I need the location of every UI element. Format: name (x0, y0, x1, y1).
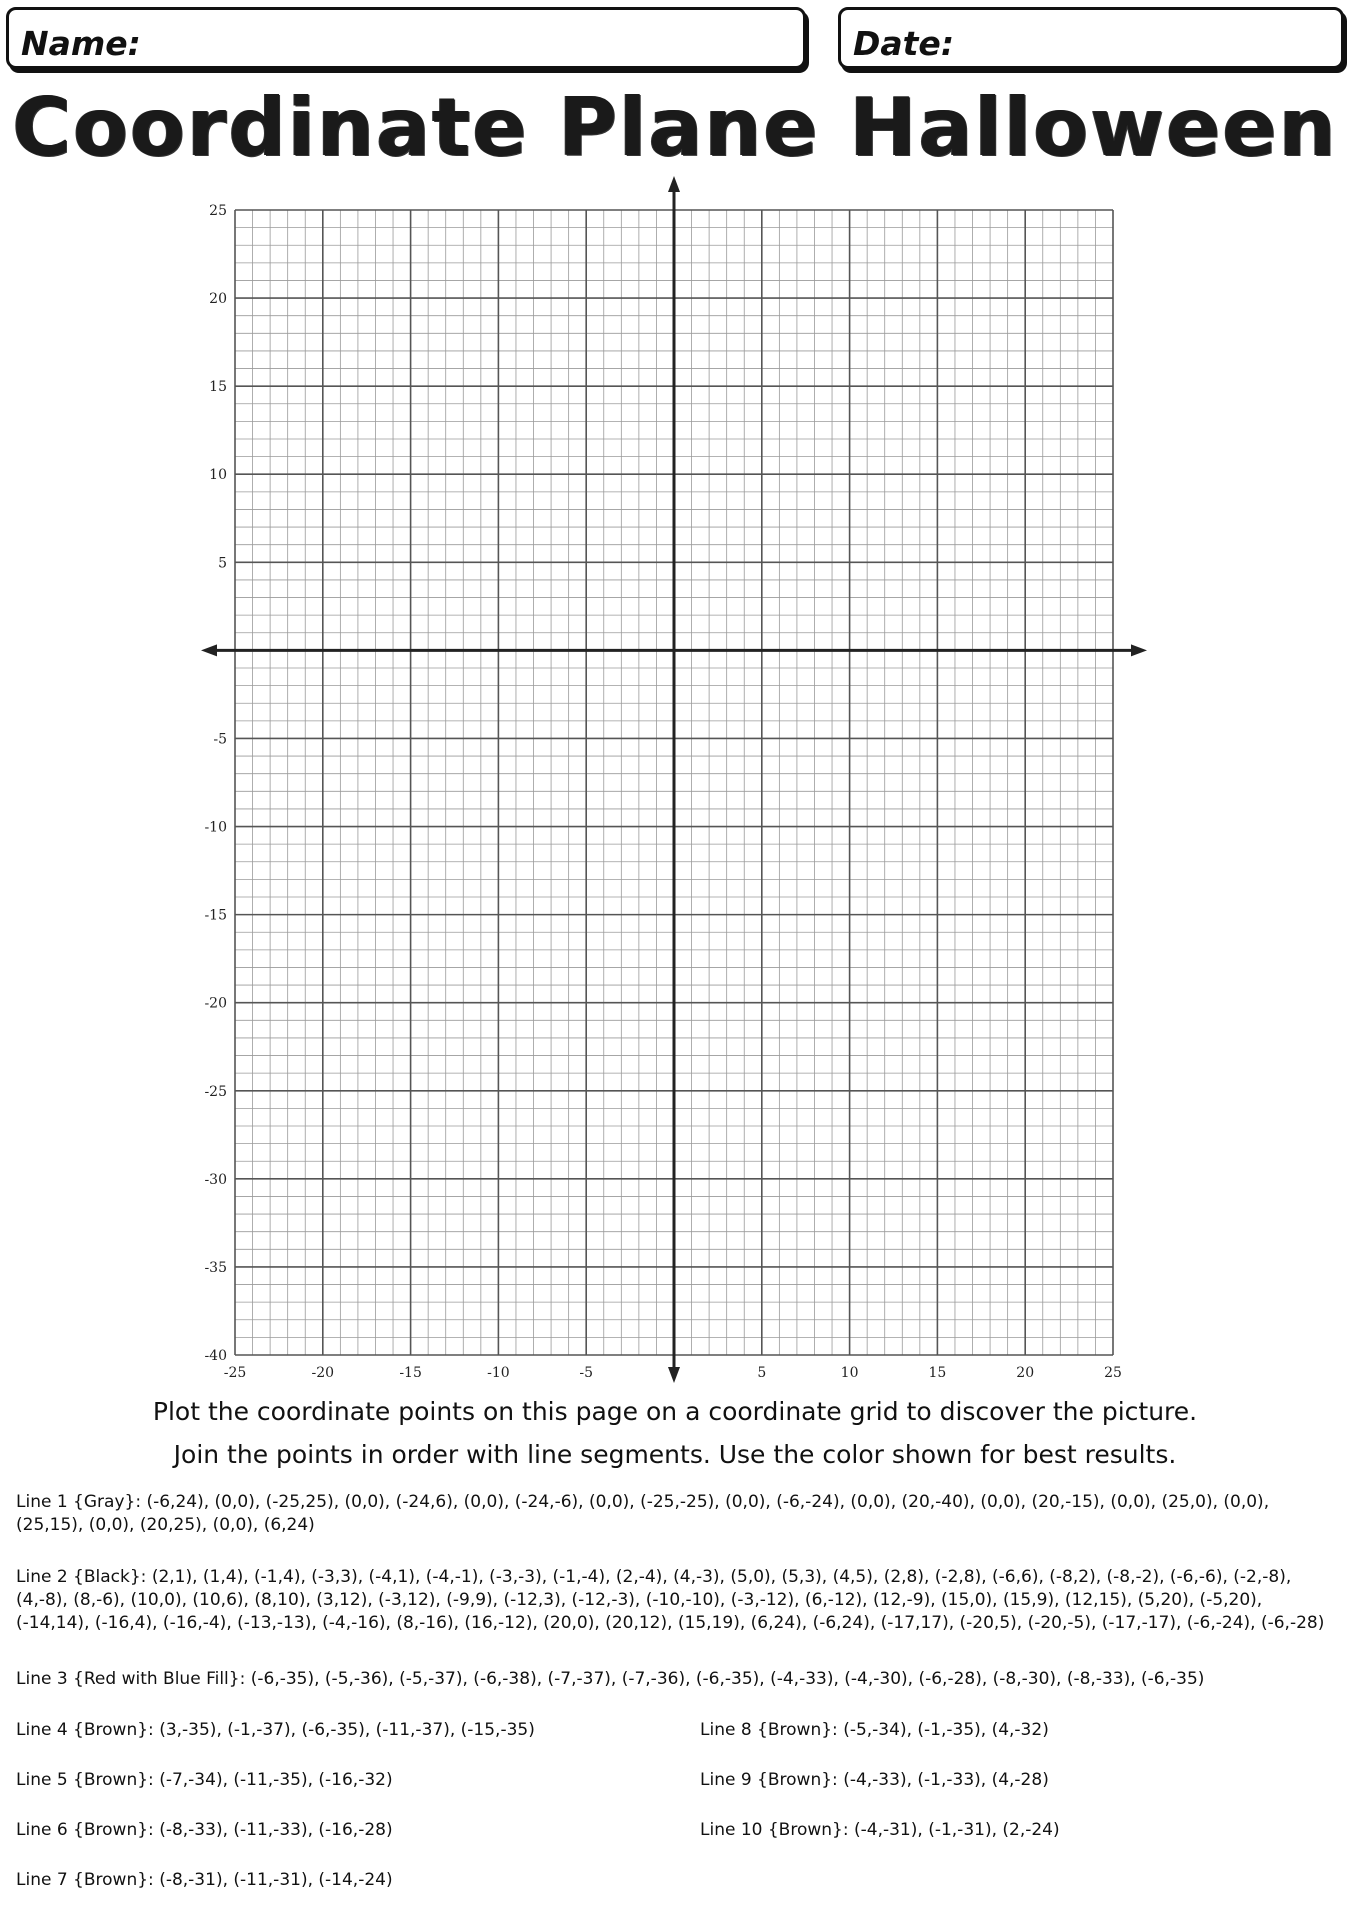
line-7-entry (16, 1869, 393, 1892)
line-8-entry (700, 1719, 1049, 1742)
y-tick-label: -30 (204, 1171, 227, 1188)
x-axis-left-arrow (201, 644, 217, 656)
line-6-entry (16, 1819, 393, 1842)
y-tick-label: 15 (209, 379, 227, 396)
line-1-label: Line 1 {Gray}: (16, 1492, 142, 1512)
line-1-entry (16, 1491, 1336, 1537)
x-tick-label: 10 (840, 1365, 859, 1381)
x-tick-label: -5 (579, 1365, 594, 1381)
line-10-entry (700, 1819, 1060, 1842)
x-tick-label: 5 (757, 1365, 767, 1381)
line-8-label: Line 8 {Brown}: (700, 1720, 838, 1740)
instruction-line-1: Plot the coordinate points on this page on a coordinate grid to discover the picture. (152, 1397, 1198, 1426)
x-tick-label: -20 (311, 1365, 335, 1381)
x-tick-label: 15 (928, 1365, 947, 1381)
y-tick-label: -25 (204, 1083, 227, 1100)
line-4-entry (16, 1719, 535, 1742)
line-5-points: (-7,-34), (-11,-35), (-16,-32) (159, 1770, 393, 1790)
line-3-points: (-6,-35), (-5,-36), (-5,-37), (-6,-38), (-7,-37), (-7,-36), (-6,-35), (-4,-33), (-4,-30), (-6,-28), (-8,-30), (-8,-33), (-6,-35) (250, 1669, 1205, 1689)
line-9-label: Line 9 {Brown}: (700, 1770, 838, 1790)
line-4-points: (3,-35), (-1,-37), (-6,-35), (-11,-37), (-15,-35) (159, 1720, 535, 1740)
line-2-points: (2,1), (1,4), (-1,4), (-3,3), (-4,1), (-4,-1), (-3,-3), (-1,-4), (2,-4), (4,-3), (5,0), (5,3), (4,5), (2,8), (-2,8), (-6,6), (-8,2), (-8,-2), (-6,-6), (-2,-8), (4,-8), (8,-6), (10,0), (10,6), (8,10), (3,12), (-3,12), (-9,9), (-12,3), (-12,-3), (-10,-10), (-3,-12), (6,-12), (12,-9), (15,0), (15,9), (12,15), (5,20), (-5,20), (-14,14), (-16,4), (-16,-4), (-13,-13), (-4,-16), (8,-16), (16,-12), (20,0), (20,12), (15,19), (6,24), (-6,24), (-17,17), (-20,5), (-20,-5), (-17,-17), (-6,-24), (-6,-28) (16, 1567, 1325, 1633)
y-tick-label: 5 (218, 555, 227, 572)
y-tick-label: -35 (204, 1259, 227, 1276)
date-label: Date: (853, 24, 955, 63)
x-tick-label: -25 (223, 1365, 247, 1381)
line-5-entry (16, 1769, 393, 1792)
x-tick-label: 25 (1104, 1365, 1122, 1381)
line-10-label: Line 10 {Brown}: (700, 1820, 849, 1840)
page-title: Coordinate Plane Halloween (12, 81, 1338, 174)
y-tick-label: -40 (204, 1348, 227, 1364)
name-label: Name: (21, 24, 141, 63)
y-tick-label: 20 (209, 291, 227, 308)
line-8-points: (-5,-34), (-1,-35), (4,-32) (843, 1720, 1049, 1740)
y-tick-label: -10 (204, 819, 227, 836)
line-9-entry (700, 1769, 1049, 1792)
x-tick-label: -10 (487, 1365, 510, 1381)
y-axis-up-arrow (668, 176, 680, 192)
y-tick-label: -5 (213, 731, 227, 748)
line-6-points: (-8,-33), (-11,-33), (-16,-28) (159, 1820, 393, 1840)
y-tick-label: 10 (209, 467, 227, 484)
line-5-label: Line 5 {Brown}: (16, 1770, 154, 1790)
y-tick-label: 25 (209, 203, 227, 219)
line-4-label: Line 4 {Brown}: (16, 1720, 154, 1740)
instruction-line-2: Join the points in order with line segments. Use the color shown for best results. (173, 1440, 1177, 1469)
line-3-entry (16, 1668, 1336, 1691)
line-6-label: Line 6 {Brown}: (16, 1820, 154, 1840)
x-tick-label: 20 (1016, 1365, 1035, 1381)
line-7-points: (-8,-31), (-11,-31), (-14,-24) (159, 1870, 393, 1890)
line-9-points: (-4,-33), (-1,-33), (4,-28) (843, 1770, 1049, 1790)
x-axis-right-arrow (1131, 644, 1147, 656)
line-2-label: Line 2 {Black}: (16, 1567, 147, 1587)
y-tick-label: -15 (204, 907, 227, 924)
line-10-points: (-4,-31), (-1,-31), (2,-24) (854, 1820, 1060, 1840)
axes (201, 176, 1147, 1383)
y-axis-down-arrow (668, 1367, 680, 1383)
line-3-label: Line 3 {Red with Blue Fill}: (16, 1669, 246, 1689)
line-7-label: Line 7 {Brown}: (16, 1870, 154, 1890)
tick-labels (204, 203, 1121, 1381)
x-tick-label: -15 (399, 1365, 422, 1381)
line-1-points: (-6,24), (0,0), (-25,25), (0,0), (-24,6), (0,0), (-24,-6), (0,0), (-25,-25), (0,0), (-6,-24), (0,0), (20,-40), (0,0), (20,-15), (0,0), (25,0), (0,0), (25,15), (0,0), (20,25), (0,0), (6,24) (16, 1492, 1270, 1535)
line-2-entry (16, 1566, 1336, 1635)
y-tick-label: -20 (204, 995, 227, 1012)
